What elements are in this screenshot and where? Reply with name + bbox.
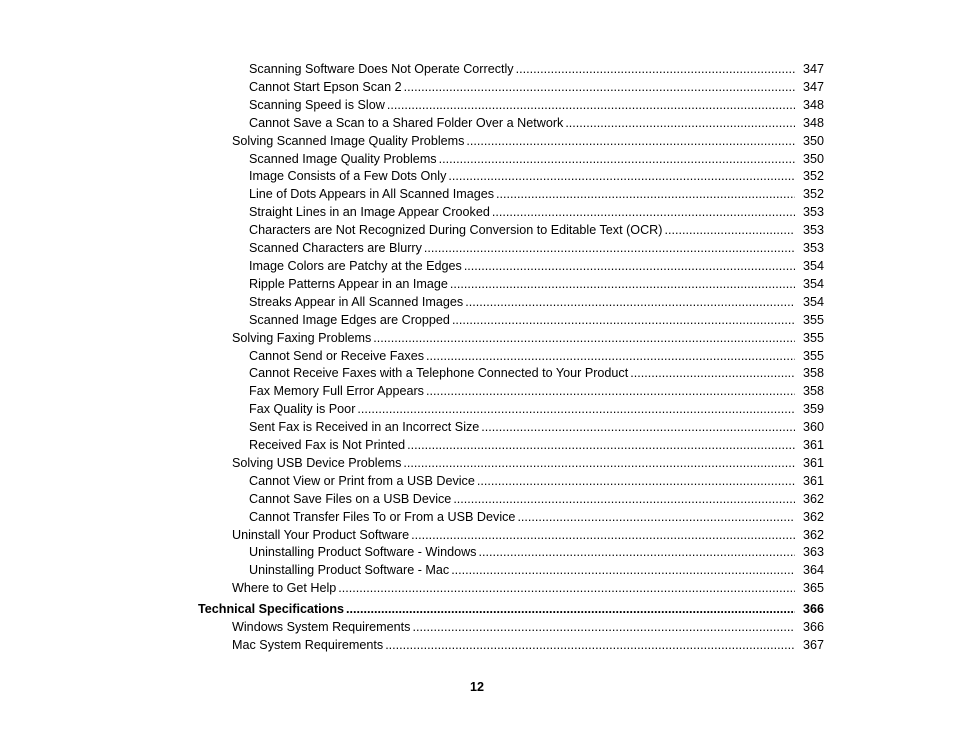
toc-entry-page: 355 (802, 312, 824, 327)
toc-dot-leader (373, 330, 795, 348)
toc-dot-leader (357, 401, 795, 419)
toc-entry[interactable] (0, 509, 954, 527)
toc-section-entry[interactable] (0, 580, 954, 598)
toc-entry-page: 366 (802, 620, 824, 635)
toc-entry-title: Mac System Requirements (232, 638, 384, 652)
toc-entry-title: Solving Faxing Problems (232, 330, 372, 345)
toc-section-entry[interactable] (0, 330, 954, 348)
toc-entry-page: 367 (802, 638, 824, 652)
toc-entry-page: 354 (802, 258, 824, 273)
toc-entry-page: 352 (802, 169, 824, 184)
toc-entry-title: Cannot Receive Faxes with a Telephone Connected to Your Product (249, 366, 629, 381)
toc-entry-page: 352 (802, 187, 824, 202)
toc-entry-page: 361 (802, 438, 824, 453)
toc-dot-leader (517, 509, 795, 527)
toc-entry-title: Solving Scanned Image Quality Problems (232, 133, 465, 148)
toc-entry-title: Cannot Save a Scan to a Shared Folder Over a Network (249, 115, 564, 130)
toc-entry[interactable] (0, 222, 954, 240)
toc-entry[interactable] (0, 240, 954, 258)
toc-dot-leader (412, 619, 795, 637)
toc-entry-title: Scanned Characters are Blurry (249, 241, 422, 256)
toc-dot-leader (403, 455, 795, 473)
toc-dot-leader (385, 637, 795, 655)
page-number: 12 (469, 680, 484, 694)
toc-dot-leader (448, 168, 795, 186)
toc-entry[interactable] (0, 168, 954, 186)
toc-dot-leader (453, 491, 795, 509)
toc-dot-leader (478, 544, 795, 562)
toc-dot-leader (411, 527, 795, 545)
toc-entry[interactable] (0, 383, 954, 401)
toc-dot-leader (452, 312, 795, 330)
toc-entry-page: 362 (802, 491, 824, 506)
toc-entry-title: Cannot View or Print from a USB Device (249, 473, 475, 488)
toc-entry-title: Fax Quality is Poor (249, 402, 356, 417)
toc-entry-page: 347 (802, 79, 824, 94)
toc-entry[interactable] (0, 401, 954, 419)
toc-entry-title: Received Fax is Not Printed (249, 438, 406, 453)
toc-entry[interactable] (0, 204, 954, 222)
toc-section-entry[interactable] (0, 619, 954, 637)
toc-dot-leader (664, 222, 795, 240)
toc-dot-leader (407, 437, 795, 455)
toc-dot-leader (387, 97, 795, 115)
toc-entry-page: 350 (802, 151, 824, 166)
toc-entry[interactable] (0, 79, 954, 97)
toc-entry-page: 348 (802, 115, 824, 130)
toc-entry-page: 359 (802, 402, 824, 417)
toc-dot-leader (464, 258, 795, 276)
toc-entry-page: 355 (802, 330, 824, 345)
toc-entry-title: Uninstall Your Product Software (232, 527, 410, 542)
toc-entry[interactable] (0, 276, 954, 294)
toc-dot-leader (481, 419, 795, 437)
toc-dot-leader (424, 240, 795, 258)
toc-entry[interactable] (0, 294, 954, 312)
toc-dot-leader (630, 365, 795, 383)
toc-entry-title: Straight Lines in an Image Appear Crooked (249, 205, 490, 220)
toc-entry[interactable] (0, 473, 954, 491)
toc-entry-page: 353 (802, 205, 824, 220)
toc-dot-leader (492, 204, 795, 222)
toc-entry-title: Cannot Send or Receive Faxes (249, 348, 425, 363)
toc-dot-leader (404, 79, 795, 97)
toc-dot-leader (565, 115, 795, 133)
toc-entry[interactable] (0, 151, 954, 169)
toc-dot-leader (465, 294, 795, 312)
toc-entry-title: Scanning Speed is Slow (249, 97, 385, 112)
toc-entry-page: 348 (802, 97, 824, 112)
toc-entry-title: Cannot Save Files on a USB Device (249, 491, 452, 506)
toc-entry-page: 361 (802, 473, 824, 488)
toc-dot-leader (450, 276, 795, 294)
toc-entry-title: Line of Dots Appears in All Scanned Images (249, 187, 495, 202)
toc-entry-page: 350 (802, 133, 824, 148)
toc-entry-title: Image Colors are Patchy at the Edges (249, 258, 462, 273)
toc-section-entry[interactable] (0, 637, 954, 655)
toc-dot-leader (338, 580, 795, 598)
toc-entry[interactable] (0, 419, 954, 437)
toc-dot-leader (516, 61, 795, 79)
toc-dot-leader (439, 151, 795, 169)
toc-entry-title: Characters are Not Recognized During Conversion to Editable Text (OCR) (249, 223, 663, 238)
toc-dot-leader (477, 473, 795, 491)
toc-entry[interactable] (0, 312, 954, 330)
toc-entry-page: 354 (802, 294, 824, 309)
toc-entry-title: Uninstalling Product Software - Mac (249, 563, 450, 578)
toc-entry-title: Image Consists of a Few Dots Only (249, 169, 447, 184)
toc-entry[interactable] (0, 258, 954, 276)
toc-entry-title: Scanned Image Edges are Cropped (249, 312, 450, 327)
toc-entry-page: 362 (802, 527, 824, 542)
toc-entry-title: Windows System Requirements (232, 620, 411, 635)
toc-section-entry[interactable] (0, 527, 954, 545)
toc-entry-title: Scanned Image Quality Problems (249, 151, 437, 166)
toc-entry-page: 366 (802, 602, 824, 617)
toc-chapter-entry[interactable] (0, 601, 954, 619)
toc-entry-page: 365 (802, 581, 824, 596)
toc-entry-title: Scanning Software Does Not Operate Correctly (249, 62, 514, 76)
toc-entry-page: 355 (802, 348, 824, 363)
toc-entry-title: Technical Specifications (198, 602, 345, 617)
toc-entry-title: Fax Memory Full Error Appears (249, 384, 424, 399)
toc-entry-title: Cannot Start Epson Scan 2 (249, 79, 402, 94)
toc-entry[interactable] (0, 562, 954, 580)
toc-entry-title: Solving USB Device Problems (232, 455, 402, 470)
toc-entry[interactable] (0, 186, 954, 204)
table-of-contents (0, 61, 954, 655)
toc-entry-page: 360 (802, 420, 824, 435)
toc-entry-page: 354 (802, 276, 824, 291)
toc-entry-page: 364 (802, 563, 824, 578)
toc-section-entry[interactable] (0, 455, 954, 473)
toc-entry-page: 358 (802, 384, 824, 399)
toc-entry-page: 358 (802, 366, 824, 381)
toc-entry-page: 347 (802, 62, 824, 76)
toc-entry-page: 353 (802, 223, 824, 238)
toc-entry-title: Uninstalling Product Software - Windows (249, 545, 477, 560)
toc-entry[interactable] (0, 491, 954, 509)
toc-entry[interactable] (0, 544, 954, 562)
toc-entry[interactable] (0, 115, 954, 133)
toc-entry-title: Sent Fax is Received in an Incorrect Size (249, 420, 480, 435)
toc-entry-page: 362 (802, 509, 824, 524)
toc-entry-title: Where to Get Help (232, 581, 337, 596)
toc-entry-page: 353 (802, 241, 824, 256)
toc-section-entry[interactable] (0, 133, 954, 151)
toc-dot-leader (346, 601, 795, 619)
toc-entry-title: Streaks Appear in All Scanned Images (249, 294, 464, 309)
toc-dot-leader (496, 186, 795, 204)
toc-entry[interactable] (0, 437, 954, 455)
toc-entry-page: 361 (802, 455, 824, 470)
toc-entry-title: Cannot Transfer Files To or From a USB Device (249, 509, 516, 524)
toc-dot-leader (426, 383, 795, 401)
toc-dot-leader (426, 348, 795, 366)
toc-dot-leader (466, 133, 795, 151)
toc-entry-title: Ripple Patterns Appear in an Image (249, 276, 448, 291)
toc-entry[interactable] (0, 365, 954, 383)
toc-entry[interactable] (0, 348, 954, 366)
toc-entry[interactable] (0, 61, 954, 79)
toc-entry-page: 363 (802, 545, 824, 560)
toc-entry[interactable] (0, 97, 954, 115)
toc-dot-leader (451, 562, 795, 580)
